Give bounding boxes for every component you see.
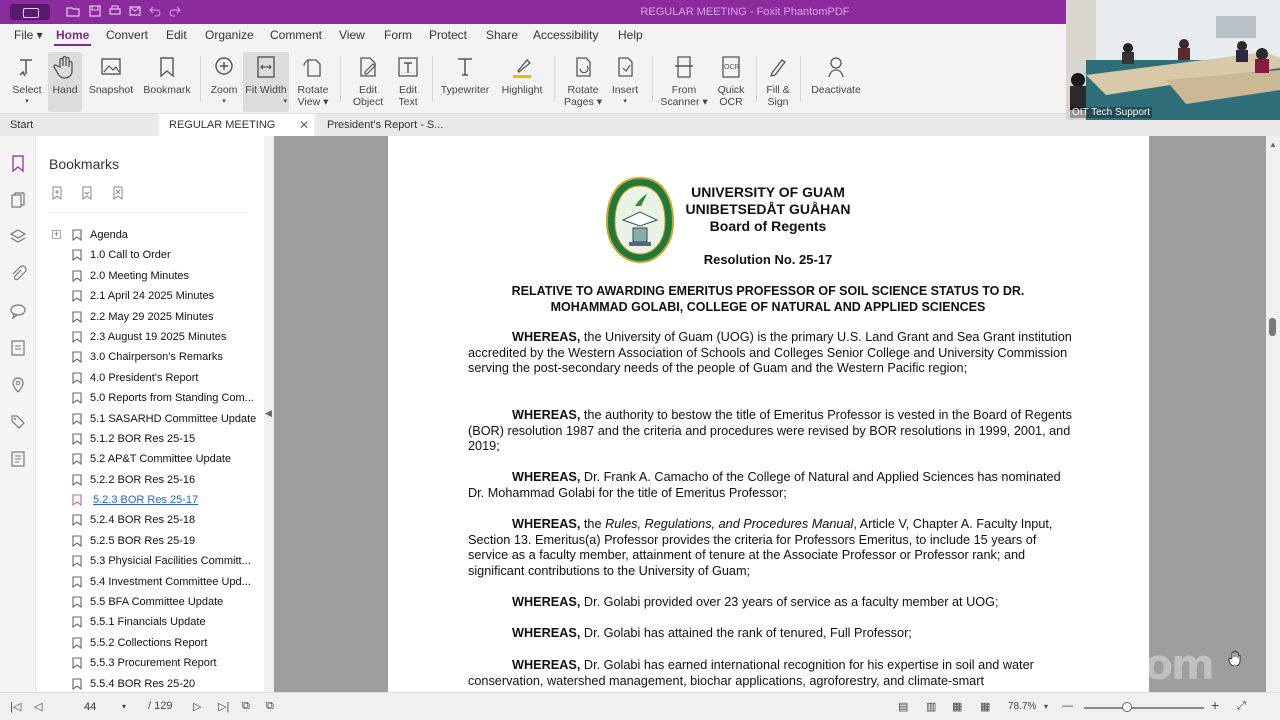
bookmark-item[interactable] (36, 348, 264, 368)
bookmark-label: 5.5.4 BOR Res 25-20 (90, 677, 196, 690)
single-page-icon[interactable]: ▤ (898, 701, 909, 713)
zoom-dropdown-icon[interactable]: ▾ (1044, 702, 1049, 711)
whereas-paragraph: WHEREAS, Dr. Golabi has attained the rank of tenured, Full Professor; (512, 626, 912, 640)
save-icon[interactable] (88, 4, 102, 20)
bookmark-label: 2.3 August 19 2025 Minutes (90, 330, 227, 343)
panel-collapse-handle[interactable] (264, 136, 274, 692)
bookmark-label: 1.0 Call to Order (90, 249, 171, 262)
bookmark-icon (72, 535, 82, 547)
bookmark-icon (72, 494, 82, 506)
bookmark-label: 5.5.2 Collections Report (90, 636, 208, 649)
bookmark-button[interactable]: Bookmark (140, 52, 194, 112)
typewriter-button[interactable]: Typewriter (436, 52, 494, 112)
zoom-slider-handle[interactable] (1122, 702, 1132, 712)
bookmark-item[interactable] (36, 532, 264, 552)
insert-button[interactable]: Insert ▾ (606, 52, 644, 112)
bookmark-item[interactable] (36, 430, 264, 450)
scroll-up-icon[interactable]: ▲ (1269, 140, 1277, 149)
typewriter-icon (452, 54, 478, 80)
menu-file[interactable]: File ▾ (14, 28, 43, 42)
bookmark-tools (50, 186, 137, 205)
ribbon-separator (340, 56, 341, 102)
quick-ocr-button[interactable]: OCR Quick OCR (710, 52, 752, 112)
ribbon-separator (432, 56, 433, 102)
bookmark-label: 5.2.4 BOR Res 25-18 (90, 514, 196, 527)
bookmark-icon (72, 229, 82, 241)
bookmark-label: 2.2 May 29 2025 Minutes (90, 310, 214, 323)
resolution-number: Resolution No. 25-17 (703, 252, 833, 267)
tab-presidents-report[interactable]: President's Report - S... (327, 119, 444, 131)
page-number-input[interactable] (66, 698, 138, 716)
undo-icon[interactable] (148, 4, 162, 20)
bookmark-icon (72, 555, 82, 567)
bookmark-label: 5.2.3 BOR Res 25-17 (93, 494, 199, 507)
bookmark-icon (72, 657, 82, 669)
zoom-watermark: zoom (1095, 640, 1213, 689)
last-page-icon[interactable]: ▷| (218, 701, 230, 713)
navigation-rail (0, 136, 36, 692)
bookmark-label: 3.0 Chairperson's Remarks (90, 351, 223, 364)
bookmark-item[interactable] (36, 226, 264, 246)
open-icon[interactable] (66, 4, 80, 20)
divider (48, 212, 248, 213)
bookmark-icon (72, 453, 82, 465)
zoom-button[interactable]: Zoom ▾ (206, 52, 242, 112)
bookmark-label: 5.2.2 BOR Res 25-16 (90, 473, 196, 486)
hand-icon (52, 54, 78, 80)
bookmark-icon (72, 270, 82, 282)
participant-name: OIT Tech Support (1072, 107, 1151, 118)
whereas-paragraph: WHEREAS, Dr. Frank A. Camacho of the College of Natural and Applied Sciences has nominated Dr. Mohammad Golabi for the title of Emeritus Professor; (468, 470, 1061, 500)
highlighter-icon (509, 54, 535, 80)
ribbon-separator (800, 56, 801, 102)
whereas-paragraph: WHEREAS, Dr. Golabi has earned international recognition for his expertise in soil and water conservation, watershed management, biochar applications, agroforestry, and climate-smart (468, 658, 1034, 688)
zoom-out-icon[interactable]: — (1062, 700, 1073, 712)
pen-sign-icon (765, 54, 791, 80)
redo-icon[interactable] (168, 4, 182, 20)
app-logo[interactable] (10, 4, 50, 20)
bookmark-icon (72, 290, 82, 302)
bookmark-label: 5.0 Reports from Standing Com... (90, 392, 254, 405)
window-title: REGULAR MEETING - Foxit PhantomPDF (640, 6, 850, 18)
bookmark-icon (72, 249, 82, 261)
bookmark-item[interactable] (36, 491, 264, 511)
deactivate-key-icon (823, 54, 849, 80)
bookmark-item[interactable] (36, 450, 264, 470)
snapshot-icon (98, 54, 124, 80)
whereas-paragraph: WHEREAS, the University of Guam (UOG) is the primary U.S. Land Grant and Sea Grant institution accredited by the Western Association of Schools and Colleges Senior College and University Commission serving the post-secondary needs of the people of Guam and the Western Pacific region; (468, 330, 1072, 376)
bookmark-icon (72, 514, 82, 526)
expand-toggle-icon[interactable]: + (53, 229, 60, 239)
total-pages: / 129 (148, 700, 173, 712)
bookmark-label: 5.5 BFA Committee Update (90, 596, 224, 609)
add-bookmark-icon[interactable] (50, 186, 64, 200)
bookmark-label: 5.2 AP&T Committee Update (90, 453, 232, 466)
print-icon[interactable] (108, 4, 122, 20)
edit-object-icon (355, 54, 381, 80)
resolution-title: RELATIVE TO AWARDING EMERITUS PROFESSOR OF SOIL SCIENCE STATUS TO DR. MOHAMMAD GOLABI, COLLEGE OF NATURAL AND APPLIED SCIENCES (511, 284, 1025, 314)
hand-button[interactable]: Hand (48, 52, 82, 112)
ocr-icon (718, 54, 744, 80)
bookmark-icon (72, 392, 82, 404)
reading-order-panel-icon[interactable] (9, 450, 27, 468)
fill-sign-button[interactable]: Fill & Sign (760, 52, 796, 112)
email-icon[interactable] (128, 4, 142, 20)
expand-bookmark-icon[interactable] (80, 186, 94, 200)
snapshot-button[interactable]: Snapshot (86, 52, 136, 112)
zoom-slider[interactable] (1084, 707, 1204, 709)
tab-start[interactable]: Start (10, 119, 34, 131)
pdf-page (388, 136, 1149, 692)
bookmark-icon (72, 351, 82, 363)
edit-text-icon (395, 54, 421, 80)
document-view[interactable] (274, 136, 1266, 692)
menu-view[interactable]: View (339, 28, 365, 42)
bookmark-item[interactable] (36, 328, 264, 348)
bookmark-icon (72, 311, 82, 323)
ribbon-separator (554, 56, 555, 102)
title-bar (0, 0, 1066, 24)
rotate-pages-icon (570, 54, 596, 80)
select-button[interactable]: Select ▾ (8, 52, 46, 112)
whereas-paragraph: WHEREAS, Dr. Golabi provided over 23 years of service as a faculty member at UOG; (512, 595, 999, 609)
continuous-facing-icon[interactable]: ▦ (980, 701, 991, 713)
svg-text:OCR: OCR (724, 64, 740, 71)
next-view-icon[interactable]: ⧉ (266, 700, 274, 712)
bookmark-item[interactable] (36, 246, 264, 266)
bookmark-icon (72, 596, 82, 608)
bookmark-item[interactable] (36, 593, 264, 613)
bookmark-label: 5.3 Physicial Facilities Committ... (90, 555, 251, 568)
fit-page-icon[interactable]: ⤢ (1237, 700, 1246, 712)
previous-page-icon[interactable]: ◁ (34, 701, 43, 713)
bookmark-label: 2.1 April 24 2025 Minutes (90, 290, 215, 303)
fit-width-icon (253, 54, 279, 80)
insert-page-icon (612, 54, 638, 80)
page-dropdown-icon[interactable]: ▾ (122, 702, 127, 711)
bookmarks-panel (36, 136, 264, 692)
menu-comment[interactable]: Comment (270, 28, 323, 42)
bookmark-item[interactable] (36, 511, 264, 531)
ribbon-separator (200, 56, 201, 102)
from-scanner-button[interactable]: From Scanner ▾ (660, 52, 708, 112)
bookmark-icon (72, 616, 82, 628)
fit-width-button[interactable]: Fit Width ▾ (243, 52, 289, 112)
zoom-in-icon[interactable]: + (1211, 697, 1220, 713)
delete-bookmark-icon[interactable] (111, 186, 125, 200)
rotate-pages-button[interactable]: Rotate Pages ▾ (560, 52, 606, 112)
bookmark-item[interactable] (36, 287, 264, 307)
comments-panel-icon[interactable] (9, 302, 27, 320)
menu-home[interactable]: Home (56, 28, 90, 42)
bookmark-icon (72, 576, 82, 588)
bookmark-label: 4.0 President's Report (90, 371, 199, 384)
bookmark-item[interactable] (36, 552, 264, 572)
bookmark-item[interactable] (36, 654, 264, 674)
bookmark-label: Agenda (90, 229, 128, 241)
edit-text-button[interactable]: Edit Text (390, 52, 426, 112)
pages-panel-icon[interactable] (9, 191, 27, 209)
deactivate-button[interactable]: Deactivate (806, 52, 866, 112)
bookmark-label: 2.0 Meeting Minutes (90, 269, 190, 282)
destinations-panel-icon[interactable] (9, 376, 27, 394)
bookmarks-panel-icon[interactable] (9, 154, 27, 172)
menu-organize[interactable]: Organize (205, 28, 254, 42)
bookmark-icon (72, 637, 82, 649)
continuous-icon[interactable]: ▥ (926, 701, 937, 713)
bookmark-item[interactable] (36, 471, 264, 491)
zoom-in-icon (211, 54, 237, 80)
close-icon[interactable]: ✕ (298, 118, 309, 132)
bookmark-icon (72, 433, 82, 445)
menu-share[interactable]: Share (486, 28, 519, 42)
bookmark-item[interactable] (36, 389, 264, 409)
meeting-room-image (1066, 0, 1280, 120)
article-panel-icon[interactable] (9, 339, 27, 357)
vertical-scrollbar[interactable] (1266, 136, 1280, 692)
menu-convert[interactable]: Convert (106, 28, 149, 42)
ribbon-toolbar (0, 46, 1066, 114)
bookmark-item[interactable] (36, 410, 264, 430)
menu-edit[interactable]: Edit (166, 28, 187, 42)
bookmark-item[interactable] (36, 308, 264, 328)
bookmark-item[interactable] (36, 369, 264, 389)
attachments-panel-icon[interactable] (9, 265, 27, 283)
highlight-button[interactable]: Highlight (496, 52, 548, 112)
menu-accessibility[interactable]: Accessibility (533, 28, 599, 42)
layers-panel-icon[interactable] (9, 228, 27, 246)
hand-cursor-icon (1228, 650, 1242, 666)
bookmark-label: 5.5.3 Procurement Report (90, 657, 217, 670)
bookmark-item[interactable] (36, 634, 264, 654)
zoom-level[interactable]: 78.7% (1008, 701, 1037, 712)
bookmark-label: 5.2.5 BOR Res 25-19 (90, 534, 196, 547)
status-bar (0, 692, 1280, 720)
whereas-paragraph: WHEREAS, the Rules, Regulations, and Procedures Manual, Article V, Chapter A. Faculty Input, Section 13. Emeritus(a) Professor provides the criteria for Professors Emeritus, to include 15 years of service as a faculty member, attainment of tenure at the Associate Professor or Professor rank; and significant contributions to the University of Guam; (468, 517, 1053, 578)
next-page-icon[interactable]: ▷ (193, 701, 202, 713)
scanner-icon (671, 54, 697, 80)
bookmark-label: 5.5.1 Financials Update (90, 616, 206, 629)
facing-icon[interactable]: ▦ (952, 701, 963, 713)
menu-bar (0, 24, 1066, 46)
bookmark-tree (36, 226, 264, 695)
ribbon-separator (756, 56, 757, 102)
rotate-view-button[interactable]: Rotate View ▾ (292, 52, 334, 112)
bookmark-label: 5.1 SASARHD Committee Update (90, 412, 257, 425)
scrollbar-thumb[interactable] (1269, 318, 1276, 336)
bookmark-icon (72, 678, 82, 690)
whereas-paragraph: WHEREAS, the authority to bestow the title of Emeritus Professor is vested in the Board of Regents (BOR) resolution 1987 and the criteria and procedures were revised by BOR resolutions in 1999, 2001, and 2019; (468, 408, 1072, 454)
bookmark-item[interactable] (36, 573, 264, 593)
tags-panel-icon[interactable] (9, 413, 27, 431)
menu-form[interactable]: Form (384, 28, 412, 42)
previous-view-icon[interactable]: ⧉ (242, 700, 250, 712)
tab-regular-meeting[interactable]: REGULAR MEETING ✕ (159, 114, 315, 136)
rotate-view-icon (300, 54, 326, 80)
menu-help[interactable]: Help (618, 28, 643, 42)
bookmark-icon (72, 413, 82, 425)
menu-protect[interactable]: Protect (429, 28, 468, 42)
bookmark-icon (72, 331, 82, 343)
bookmark-label: 5.1.2 BOR Res 25-15 (90, 432, 196, 445)
video-thumbnail[interactable] (1066, 0, 1280, 120)
bookmark-label: 5.4 Investment Committee Upd... (90, 575, 251, 588)
select-text-icon (14, 54, 40, 80)
bookmark-icon (72, 372, 82, 384)
bookmark-item[interactable] (36, 267, 264, 287)
first-page-icon[interactable]: |◁ (10, 701, 22, 713)
university-header: UNIVERSITY OF GUAM UNIBETSEDÅT GUÅHAN Board of Regents (685, 184, 851, 234)
edit-object-button[interactable]: Edit Object (348, 52, 388, 112)
bookmark-item[interactable] (36, 613, 264, 633)
bookmark-icon (154, 54, 180, 80)
collapse-arrow-icon: ◀ (265, 408, 272, 418)
ribbon-separator (652, 56, 653, 102)
bookmarks-title: Bookmarks (49, 156, 120, 172)
bookmark-icon (72, 474, 82, 486)
